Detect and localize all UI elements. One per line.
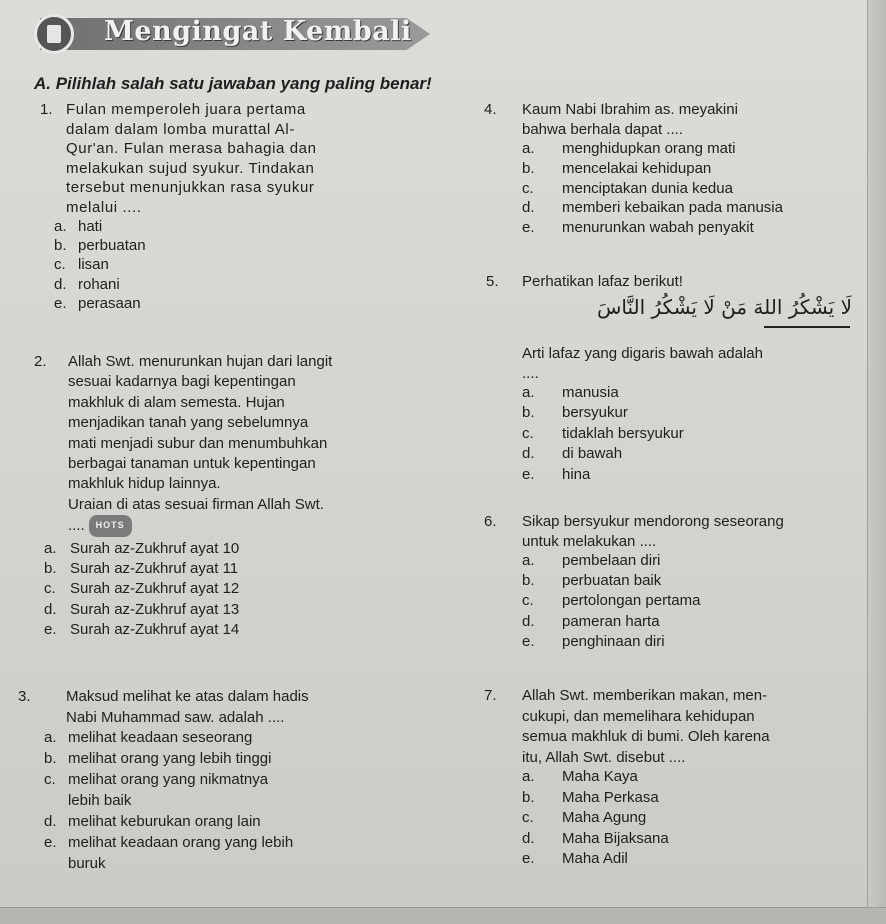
option-text: menurunkan wabah penyakit bbox=[562, 219, 754, 237]
option-letter: d. bbox=[522, 445, 535, 463]
question-text-line: Nabi Muhammad saw. adalah .... bbox=[66, 709, 285, 726]
answer-option[interactable] bbox=[522, 768, 638, 785]
option-text: melihat orang yang nikmatnya bbox=[68, 771, 269, 788]
question-text-line: Sikap bersyukur mendorong seseorang bbox=[522, 513, 784, 530]
answer-option[interactable] bbox=[54, 276, 120, 293]
option-text: rohani bbox=[78, 275, 120, 293]
question-number: 4. bbox=[484, 101, 497, 118]
option-text: perbuatan bbox=[78, 237, 146, 254]
answer-blank: .... bbox=[68, 516, 85, 534]
answer-option[interactable] bbox=[44, 771, 268, 788]
option-text: lisan bbox=[78, 256, 109, 274]
option-letter: c. bbox=[522, 592, 534, 610]
question-text-line: berbagai tanaman untuk kepentingan bbox=[68, 455, 316, 472]
answer-option[interactable] bbox=[44, 855, 106, 872]
answer-option[interactable] bbox=[44, 792, 131, 809]
answer-option[interactable] bbox=[44, 580, 239, 597]
answer-option[interactable] bbox=[522, 592, 700, 609]
question-text-line: tersebut menunjukkan rasa syukur bbox=[66, 179, 315, 197]
option-text: tidaklah bersyukur bbox=[562, 424, 684, 442]
answer-option[interactable] bbox=[522, 613, 660, 630]
answer-option[interactable] bbox=[44, 540, 239, 557]
answer-option[interactable] bbox=[522, 850, 628, 867]
option-letter: b. bbox=[54, 237, 67, 254]
answer-option[interactable] bbox=[44, 560, 238, 577]
answer-option[interactable] bbox=[54, 256, 109, 273]
option-text: di bawah bbox=[562, 445, 623, 463]
option-letter: d. bbox=[522, 612, 535, 630]
arabic-underline bbox=[764, 326, 850, 328]
answer-option[interactable] bbox=[54, 237, 146, 254]
option-text: perbuatan baik bbox=[562, 572, 662, 590]
option-letter: b. bbox=[522, 159, 535, 177]
option-letter: a. bbox=[44, 539, 57, 557]
option-text: penghinaan diri bbox=[562, 632, 665, 650]
option-text: memberi kebaikan pada manusia bbox=[562, 199, 783, 217]
answer-option[interactable] bbox=[44, 729, 252, 746]
option-text: bersyukur bbox=[562, 404, 628, 422]
option-letter: b. bbox=[522, 404, 535, 422]
hots-badge: HOTS bbox=[89, 515, 132, 537]
option-letter: e. bbox=[522, 465, 535, 483]
option-letter: c. bbox=[54, 256, 66, 274]
option-letter: c. bbox=[522, 809, 534, 827]
answer-option[interactable] bbox=[522, 160, 711, 177]
question-text-line: semua makhluk di bumi. Oleh karena bbox=[522, 728, 770, 745]
option-letter: e. bbox=[522, 219, 535, 237]
option-text: lebih baik bbox=[68, 792, 132, 809]
answer-option[interactable] bbox=[522, 404, 628, 421]
page-edge bbox=[867, 0, 886, 924]
option-letter: e. bbox=[44, 834, 57, 851]
option-letter: d. bbox=[54, 275, 67, 293]
question-text-line: Perhatikan lafaz berikut! bbox=[522, 273, 683, 290]
question-text-line: Allah Swt. memberikan makan, men- bbox=[522, 687, 768, 704]
option-text: hina bbox=[562, 465, 591, 483]
option-text: Maha Kaya bbox=[562, 768, 638, 785]
option-text: Maha Agung bbox=[562, 809, 647, 827]
option-text: melihat orang yang lebih tinggi bbox=[68, 750, 272, 767]
answer-option[interactable] bbox=[44, 750, 271, 767]
answer-option[interactable] bbox=[522, 384, 619, 401]
arabic-phrase: لَا يَشْكُرُ اللهَ مَنْ لَا يَشْكُرُ النَّاسَ bbox=[596, 295, 852, 319]
question-text-line: .... bbox=[522, 365, 539, 382]
question-text-line: Arti lafaz yang digaris bawah adalah bbox=[522, 345, 763, 362]
question-number: 2. bbox=[34, 353, 47, 370]
option-letter: a. bbox=[44, 729, 57, 746]
question-number: 6. bbox=[484, 513, 497, 530]
option-letter: b. bbox=[522, 572, 535, 590]
answer-option[interactable] bbox=[522, 552, 660, 569]
option-letter: c. bbox=[44, 771, 56, 788]
answer-option[interactable] bbox=[522, 466, 590, 483]
answer-option[interactable] bbox=[522, 572, 661, 589]
book-icon bbox=[34, 14, 74, 54]
question-text-line: melalui .... bbox=[66, 199, 142, 216]
question-blank bbox=[68, 515, 132, 537]
option-text: Surah az-Zukhruf ayat 10 bbox=[70, 539, 240, 557]
option-text: manusia bbox=[562, 384, 619, 401]
option-text: Surah az-Zukhruf ayat 12 bbox=[70, 580, 240, 598]
question-number: 1. bbox=[40, 101, 53, 118]
question-number: 7. bbox=[484, 687, 497, 704]
page-bottom-edge bbox=[0, 907, 886, 924]
answer-option[interactable] bbox=[44, 601, 239, 618]
option-text: pembelaan diri bbox=[562, 552, 661, 569]
question-text-line: Allah Swt. menurunkan hujan dari langit bbox=[68, 353, 333, 370]
answer-option[interactable] bbox=[44, 813, 261, 830]
option-letter: d. bbox=[44, 813, 57, 830]
answer-option[interactable] bbox=[522, 219, 754, 236]
question-text-line: dalam dalam lomba murattal Al- bbox=[66, 120, 295, 138]
option-text: Maha Adil bbox=[562, 850, 628, 868]
option-text: menghidupkan orang mati bbox=[562, 140, 736, 157]
answer-option[interactable] bbox=[522, 445, 622, 462]
question-number: 3. bbox=[18, 688, 31, 705]
option-text: Maha Bijaksana bbox=[562, 829, 669, 847]
option-text: Surah az-Zukhruf ayat 14 bbox=[70, 621, 240, 639]
question-text-line: mati menjadi subur dan menumbuhkan bbox=[68, 434, 328, 452]
answer-option[interactable] bbox=[522, 425, 684, 442]
answer-option[interactable] bbox=[522, 830, 669, 847]
option-letter: a. bbox=[522, 140, 535, 157]
option-text: perasaan bbox=[78, 295, 141, 313]
option-text: melihat keadaan seseorang bbox=[68, 729, 253, 746]
option-text: pertolongan pertama bbox=[562, 592, 701, 610]
section-instruction: A. Pilihlah salah satu jawaban yang paling benar! bbox=[34, 74, 432, 93]
option-letter: b. bbox=[522, 788, 535, 806]
option-text: melihat keadaan orang yang lebih bbox=[68, 834, 294, 851]
answer-option[interactable] bbox=[44, 834, 293, 851]
answer-option[interactable] bbox=[522, 180, 733, 197]
answer-option[interactable] bbox=[522, 789, 659, 806]
answer-option[interactable] bbox=[54, 218, 102, 235]
question-text-line: Uraian di atas sesuai firman Allah Swt. bbox=[68, 495, 324, 513]
question-text-line: untuk melakukan .... bbox=[522, 533, 657, 550]
option-text: melihat keburukan orang lain bbox=[68, 813, 261, 830]
answer-option[interactable] bbox=[522, 140, 735, 157]
page-title: Mengingat Kembali bbox=[104, 16, 412, 47]
option-letter: d. bbox=[44, 600, 57, 618]
question-number: 5. bbox=[486, 273, 499, 290]
question-text-line: bahwa berhala dapat .... bbox=[522, 121, 683, 138]
question-text-line: Maksud melihat ke atas dalam hadis bbox=[66, 688, 309, 705]
answer-option[interactable] bbox=[522, 199, 783, 216]
option-letter: e. bbox=[54, 295, 67, 313]
answer-option[interactable] bbox=[44, 621, 239, 638]
option-text: Surah az-Zukhruf ayat 11 bbox=[70, 560, 239, 577]
question-text-line: Fulan memperoleh juara pertama bbox=[66, 101, 306, 118]
question-text-line: cukupi, dan memelihara kehidupan bbox=[522, 707, 755, 725]
option-letter: b. bbox=[44, 750, 57, 767]
question-text-line: makhluk hidup lainnya. bbox=[68, 475, 221, 493]
option-letter: d. bbox=[522, 829, 535, 847]
option-letter: e. bbox=[522, 850, 535, 868]
question-text-line: sesuai kadarnya bagi kepentingan bbox=[68, 373, 296, 391]
question-text-line: makhluk di alam semesta. Hujan bbox=[68, 393, 285, 411]
option-text: Surah az-Zukhruf ayat 13 bbox=[70, 600, 240, 618]
option-text: hati bbox=[78, 217, 103, 235]
option-text: buruk bbox=[68, 855, 106, 872]
option-text: Maha Perkasa bbox=[562, 788, 659, 806]
question-text-line: itu, Allah Swt. disebut .... bbox=[522, 748, 686, 766]
question-text-line: menjadikan tanah yang sebelumnya bbox=[68, 414, 309, 432]
option-letter: a. bbox=[522, 768, 535, 785]
question-text-line: Qur'an. Fulan merasa bahagia dan bbox=[66, 140, 317, 158]
question-text-line: Kaum Nabi Ibrahim as. meyakini bbox=[522, 101, 738, 118]
option-text: pameran harta bbox=[562, 612, 660, 630]
question-text-line: melakukan sujud syukur. Tindakan bbox=[66, 159, 315, 177]
option-letter: c. bbox=[44, 580, 56, 598]
answer-option[interactable] bbox=[522, 809, 646, 826]
option-letter: a. bbox=[522, 552, 535, 569]
header-banner bbox=[20, 12, 440, 56]
option-letter: a. bbox=[522, 384, 535, 401]
option-letter: c. bbox=[522, 424, 534, 442]
option-letter: e. bbox=[522, 632, 535, 650]
option-text: menciptakan dunia kedua bbox=[562, 179, 733, 197]
option-letter: d. bbox=[522, 199, 535, 217]
answer-option[interactable] bbox=[54, 295, 141, 312]
option-text: mencelakai kehidupan bbox=[562, 159, 712, 177]
answer-option[interactable] bbox=[522, 633, 665, 650]
option-letter: c. bbox=[522, 179, 534, 197]
option-letter: b. bbox=[44, 560, 57, 577]
option-letter: e. bbox=[44, 621, 57, 639]
option-letter: a. bbox=[54, 217, 67, 235]
